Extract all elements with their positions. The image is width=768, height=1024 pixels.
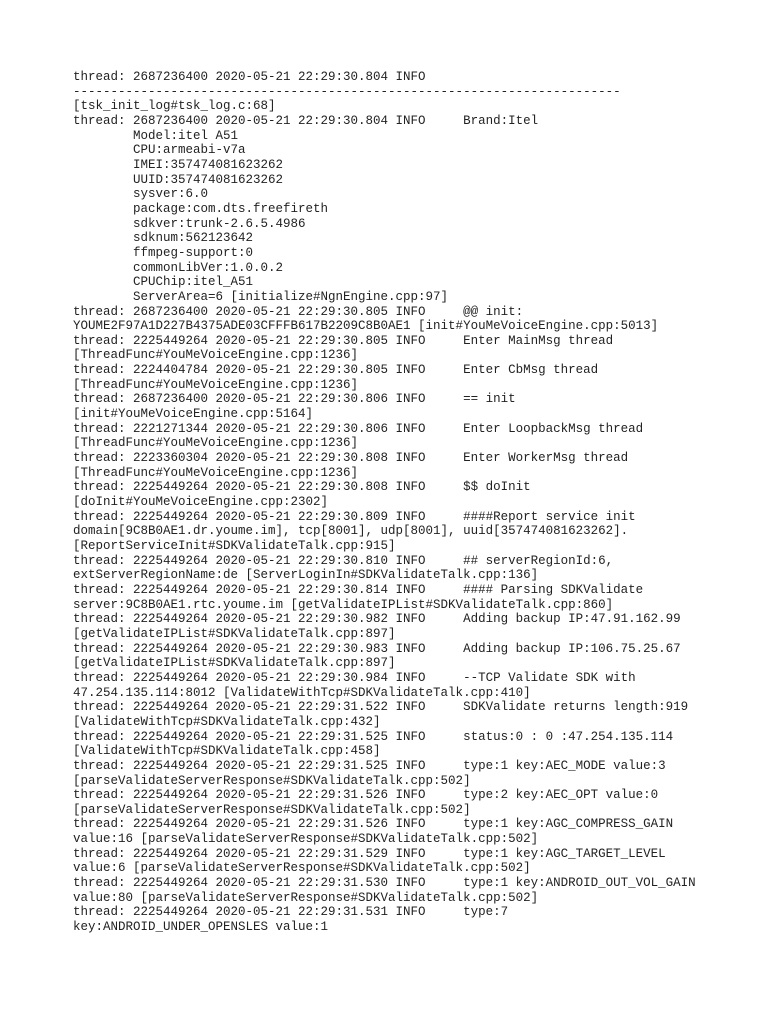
log-line: [init#YouMeVoiceEngine.cpp:5164] — [73, 407, 314, 422]
log-line: [tsk_init_log#tsk_log.c:68] — [73, 99, 276, 114]
log-line: 47.254.135.114:8012 [ValidateWithTcp#SDKValidateTalk.cpp:410] — [73, 685, 531, 700]
log-line: value:80 [parseValidateServerResponse#SDKValidateTalk.cpp:502] — [73, 890, 539, 905]
log-line: thread: 2225449264 2020-05-21 22:29:31.525 INFO type:1 key:AEC_MODE value:3 — [73, 758, 666, 773]
log-line: ServerArea=6 [initialize#NgnEngine.cpp:97] — [73, 289, 449, 304]
log-line: thread: 2225449264 2020-05-21 22:29:30.983 INFO Adding backup IP:106.75.25.67 — [73, 641, 681, 656]
log-line: sdkver:trunk-2.6.5.4986 — [73, 216, 306, 231]
log-line: thread: 2221271344 2020-05-21 22:29:30.806 INFO Enter LoopbackMsg thread — [73, 421, 644, 436]
log-line: [parseValidateServerResponse#SDKValidateTalk.cpp:502] — [73, 802, 471, 817]
log-line: thread: 2224404784 2020-05-21 22:29:30.805 INFO Enter CbMsg thread — [73, 363, 599, 378]
log-line: value:16 [parseValidateServerResponse#SDKValidateTalk.cpp:502] — [73, 832, 539, 847]
log-line: ffmpeg-support:0 — [73, 245, 254, 260]
log-line: [ThreadFunc#YouMeVoiceEngine.cpp:1236] — [73, 465, 359, 480]
log-line: thread: 2687236400 2020-05-21 22:29:30.804 INFO Brand:Itel — [73, 113, 539, 128]
log-line: package:com.dts.freefireth — [73, 201, 329, 216]
log-line: [ValidateWithTcp#SDKValidateTalk.cpp:458] — [73, 744, 381, 759]
log-line: thread: 2225449264 2020-05-21 22:29:30.984 INFO --TCP Validate SDK with — [73, 670, 636, 685]
log-line: thread: 2225449264 2020-05-21 22:29:30.982 INFO Adding backup IP:47.91.162.99 — [73, 612, 681, 627]
log-line: thread: 2225449264 2020-05-21 22:29:30.808 INFO $$ doInit — [73, 480, 531, 495]
log-line: thread: 2225449264 2020-05-21 22:29:31.530 INFO type:1 key:ANDROID_OUT_VOL_GAIN — [73, 876, 696, 891]
log-line: CPU:armeabi-v7a — [73, 143, 246, 158]
log-text-block — [73, 70, 753, 935]
log-line: Model:itel A51 — [73, 128, 239, 143]
log-line: thread: 2225449264 2020-05-21 22:29:31.522 INFO SDKValidate returns length:919 — [73, 700, 689, 715]
log-line: extServerRegionName:de [ServerLoginIn#SDKValidateTalk.cpp:136] — [73, 568, 539, 583]
log-line: CPUChip:itel_A51 — [73, 275, 254, 290]
log-line: thread: 2225449264 2020-05-21 22:29:30.810 INFO ## serverRegionId:6, — [73, 553, 614, 568]
log-line: [parseValidateServerResponse#SDKValidateTalk.cpp:502] — [73, 773, 471, 788]
log-line: domain[9C8B0AE1.dr.youme.im], tcp[8001], udp[8001], uuid[357474081623262]. — [73, 524, 629, 539]
log-line: thread: 2225449264 2020-05-21 22:29:31.525 INFO status:0 : 0 :47.254.135.114 — [73, 729, 674, 744]
log-line: thread: 2687236400 2020-05-21 22:29:30.804 INFO — [73, 70, 426, 84]
log-line: thread: 2225449264 2020-05-21 22:29:31.531 INFO type:7 — [73, 905, 509, 920]
log-line: thread: 2225449264 2020-05-21 22:29:30.809 INFO ####Report service init — [73, 509, 636, 524]
log-line: thread: 2687236400 2020-05-21 22:29:30.806 INFO == init — [73, 392, 516, 407]
log-line: [ThreadFunc#YouMeVoiceEngine.cpp:1236] — [73, 377, 359, 392]
log-line: [getValidateIPList#SDKValidateTalk.cpp:897] — [73, 656, 396, 671]
log-line: thread: 2225449264 2020-05-21 22:29:31.529 INFO type:1 key:AGC_TARGET_LEVEL — [73, 846, 666, 861]
log-line: value:6 [parseValidateServerResponse#SDKValidateTalk.cpp:502] — [73, 861, 531, 876]
log-line: thread: 2225449264 2020-05-21 22:29:31.526 INFO type:2 key:AEC_OPT value:0 — [73, 788, 659, 803]
log-line: sdknum:562123642 — [73, 231, 254, 246]
log-line: [ThreadFunc#YouMeVoiceEngine.cpp:1236] — [73, 436, 359, 451]
log-line: UUID:357474081623262 — [73, 172, 284, 187]
log-line: [ReportServiceInit#SDKValidateTalk.cpp:915] — [73, 539, 396, 553]
log-line: [ThreadFunc#YouMeVoiceEngine.cpp:1236] — [73, 348, 359, 363]
log-line: server:9C8B0AE1.rtc.youme.im [getValidateIPList#SDKValidateTalk.cpp:860] — [73, 597, 614, 612]
log-line: [ValidateWithTcp#SDKValidateTalk.cpp:432] — [73, 714, 381, 729]
log-line: thread: 2225449264 2020-05-21 22:29:31.526 INFO type:1 key:AGC_COMPRESS_GAIN — [73, 817, 674, 832]
log-line: commonLibVer:1.0.0.2 — [73, 260, 284, 275]
log-line: key:ANDROID_UNDER_OPENSLES value:1 — [73, 920, 329, 935]
log-line: thread: 2225449264 2020-05-21 22:29:30.805 INFO Enter MainMsg thread — [73, 333, 614, 348]
log-line: thread: 2687236400 2020-05-21 22:29:30.805 INFO @@ init: — [73, 304, 524, 319]
separator-line: ------------------------------------------------------------------------- — [73, 84, 621, 99]
log-line: sysver:6.0 — [73, 187, 209, 202]
log-line: IMEI:357474081623262 — [73, 157, 284, 172]
log-line: [getValidateIPList#SDKValidateTalk.cpp:897] — [73, 626, 396, 641]
log-line: YOUME2F97A1D227B4375ADE03CFFFB617B2209C8B0AE1 [init#YouMeVoiceEngine.cpp:5013] — [73, 319, 659, 334]
log-line: thread: 2223360304 2020-05-21 22:29:30.808 INFO Enter WorkerMsg thread — [73, 451, 629, 466]
log-line: thread: 2225449264 2020-05-21 22:29:30.814 INFO #### Parsing SDKValidate — [73, 582, 644, 597]
log-line: [doInit#YouMeVoiceEngine.cpp:2302] — [73, 495, 329, 510]
